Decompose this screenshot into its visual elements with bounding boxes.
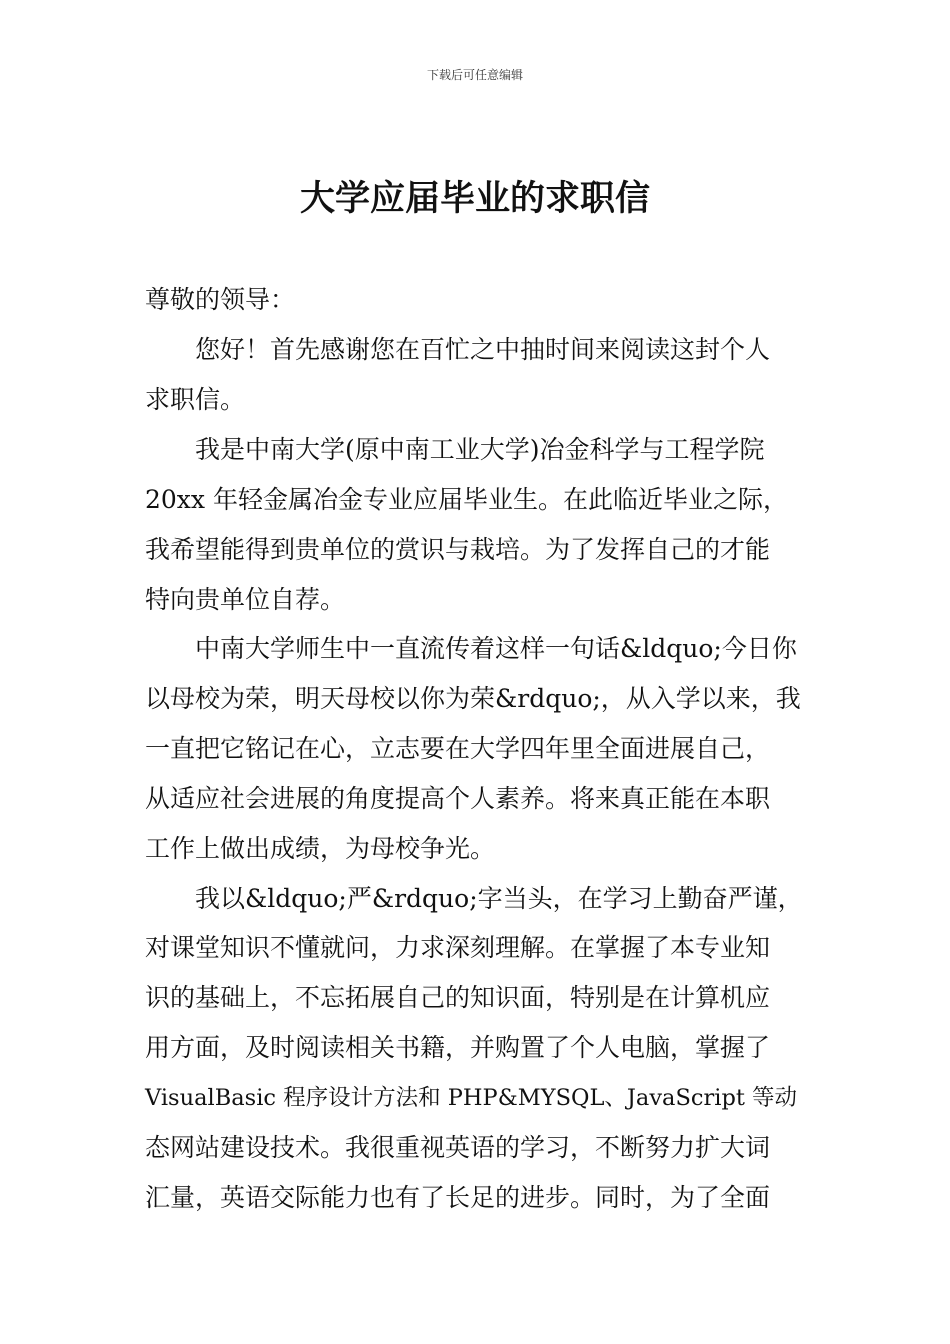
body-line: 以母校为荣，明天母校以你为荣&rdquo;，从入学以来，我 — [145, 684, 801, 713]
body-line: 对课堂知识不懂就问，力求深刻理解。在掌握了本专业知 — [145, 933, 771, 962]
body-line: 我是中南大学(原中南工业大学)冶金科学与工程学院 — [145, 435, 765, 464]
body-line: 汇量，英语交际能力也有了长足的进步。同时，为了全面 — [145, 1183, 771, 1212]
body-line: 一直把它铭记在心，立志要在大学四年里全面进展自己， — [145, 734, 771, 763]
body-line: 态网站建设技术。我很重视英语的学习，不断努力扩大词 — [145, 1133, 771, 1162]
body-line: 20xx 年轻金属冶金专业应届毕业生。在此临近毕业之际， — [145, 485, 788, 514]
body-line: 我希望能得到贵单位的赏识与栽培。为了发挥自己的才能 — [145, 535, 771, 564]
body-line: 求职信。 — [145, 385, 246, 414]
body-line: 您好！首先感谢您在百忙之中抽时间来阅读这封个人 — [145, 335, 771, 364]
body-line: 用方面，及时阅读相关书籍，并购置了个人电脑，掌握了 — [145, 1033, 771, 1062]
body-line: VisualBasic 程序设计方法和 PHP&MYSQL、JavaScript 等动 — [145, 1085, 798, 1111]
body-line: 从适应社会进展的角度提高个人素养。将来真正能在本职 — [145, 784, 771, 813]
body-line: 识的基础上，不忘拓展自己的知识面，特别是在计算机应 — [145, 983, 771, 1012]
document-title: 大学应届毕业的求职信 — [299, 179, 650, 219]
body-line: 我以&ldquo;严&rdquo;字当头，在学习上勤奋严谨， — [145, 884, 803, 913]
header-note: 下载后可任意编辑 — [426, 68, 523, 82]
body-line: 特向贵单位自荐。 — [145, 585, 346, 614]
body-line: 尊敬的领导： — [145, 285, 296, 314]
body-line: 工作上做出成绩，为母校争光。 — [145, 834, 496, 863]
body-line: 中南大学师生中一直流传着这样一句话&ldquo;今日你 — [145, 634, 797, 663]
